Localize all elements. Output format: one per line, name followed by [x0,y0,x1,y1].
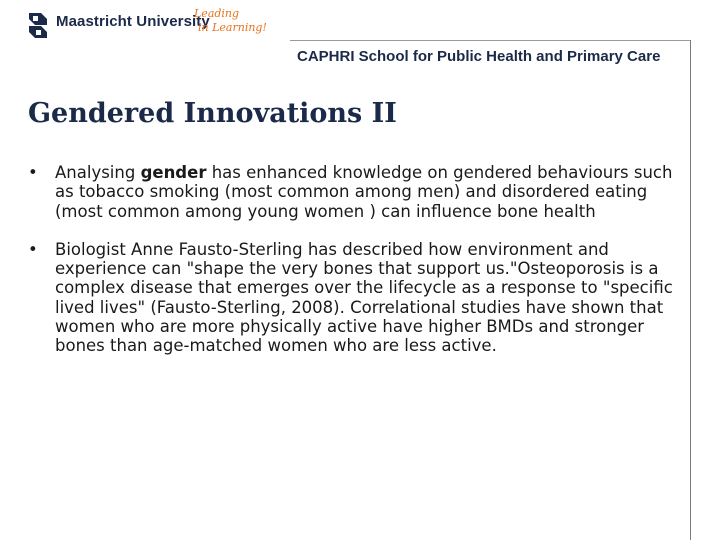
bullet-text: Biologist Anne Fausto-Sterling has described how environment and experience can "shape the very bones that support us."Osteoporosis is a complex disease that emerges over the lifecycle as a response to "specific lived lives" (Fausto-Sterling, 2008). Correlational studies have shown that women who are more physically active have higher BMDs and stronger bones than age-matched women who are less active. [55,239,673,356]
slide-header [0,0,720,80]
bullet-text-end: has enhanced knowledge on gendered behaviours such as tobacco smoking (most common among men) and disordered eating (most common among young women ) can influence bone health [55,163,673,221]
bullet-list [28,163,688,356]
tagline-line-2: in Learning! [198,21,267,34]
slide-title: Gendered Innovations II [28,98,397,129]
university-name: Maastricht University [56,13,210,30]
bullet-text-start: Analysing [55,163,141,182]
header-divider [290,40,690,41]
tagline-logo [190,4,267,36]
tagline-line-1: Leading [194,7,240,20]
bullet-item [28,163,688,221]
bullet-emphasis: gender [140,163,207,182]
university-logo-icon [27,11,49,39]
right-border-line [690,40,691,540]
bullet-item [28,240,688,356]
bullet-marker: • [28,239,38,259]
school-name: CAPHRI School for Public Health and Primary Care [297,48,661,65]
bullet-marker: • [28,163,38,182]
